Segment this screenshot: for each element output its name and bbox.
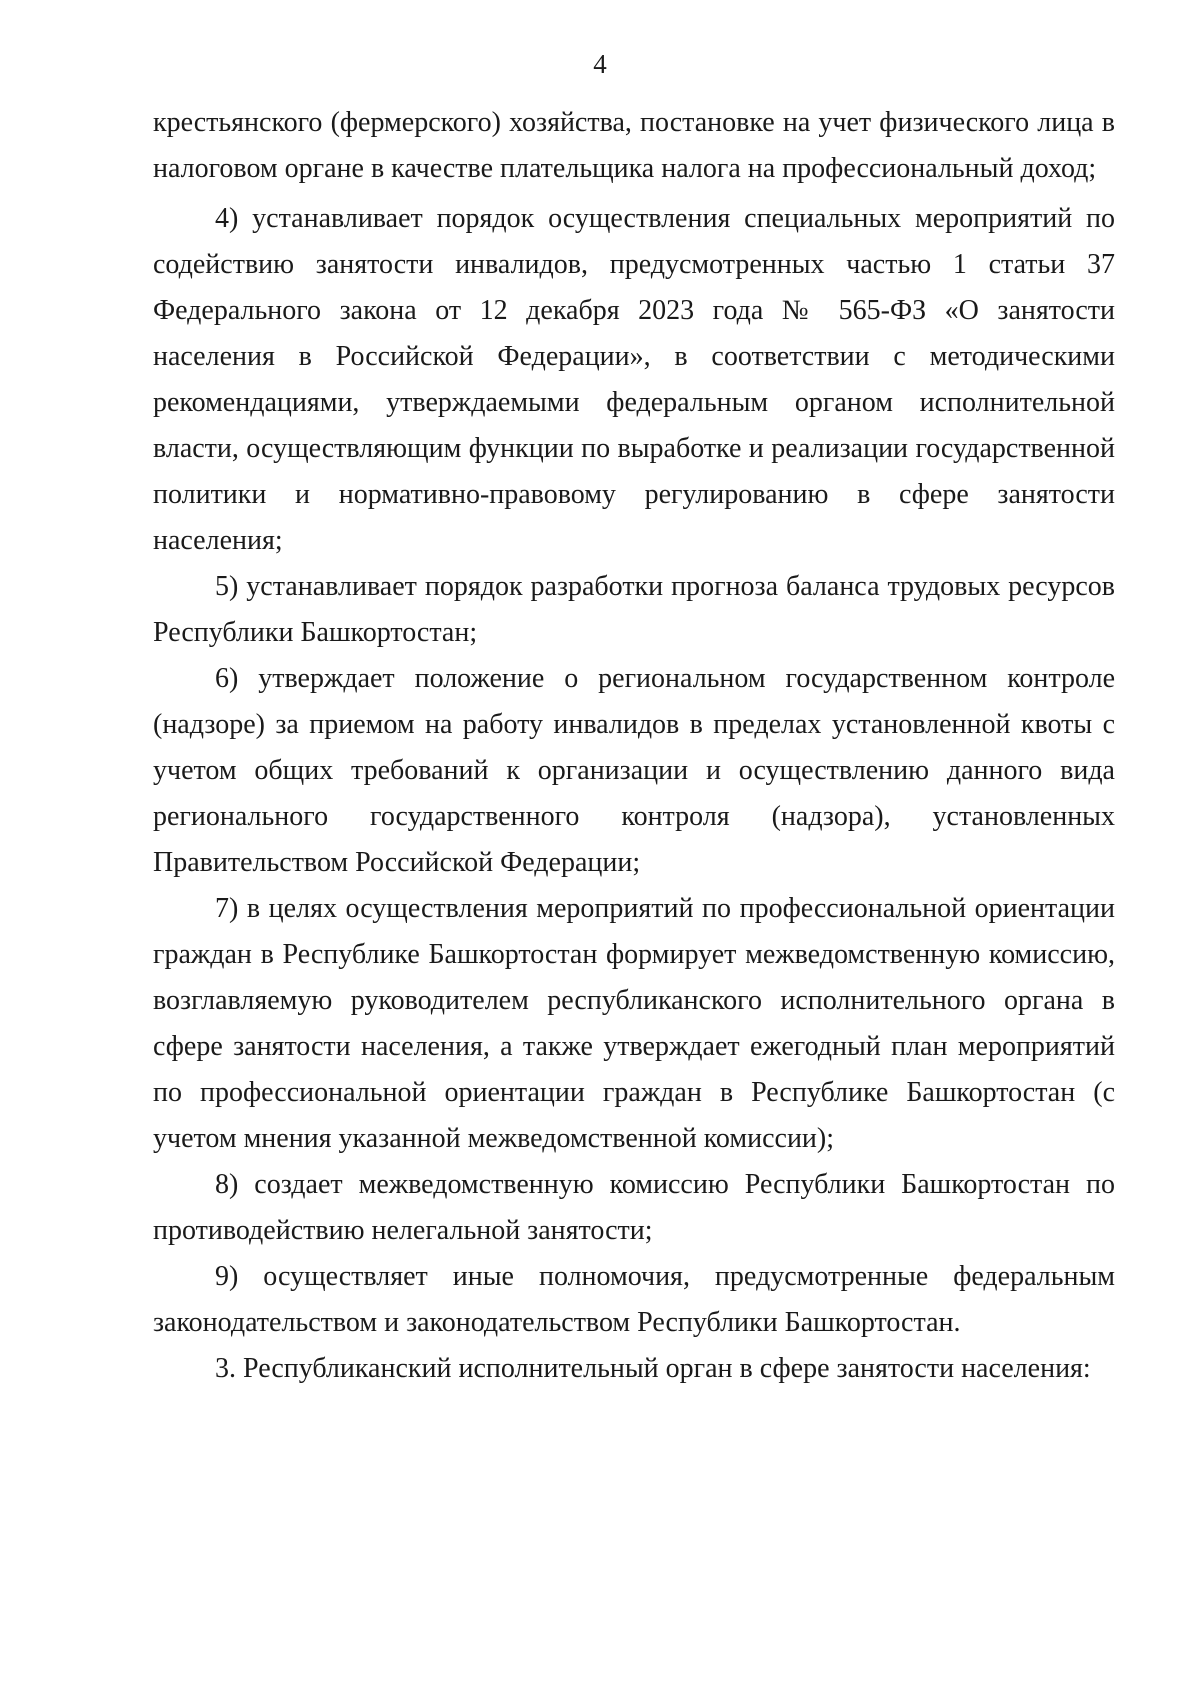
paragraph-continuation: крестьянского (фермерского) хозяйства, постановке на учет физического лица в налоговом органе в качестве плательщика налога на профессиональный доход;: [153, 107, 1115, 184]
paragraph-item-8: 8) создает межведомственную комиссию Республики Башкортостан по противодействию нелегальной занятости;: [153, 1169, 1115, 1246]
paragraph-item-4: 4) устанавливает порядок осуществления специальных мероприятий по содействию занятости инвалидов, предусмотренных частью 1 статьи 37 Федерального закона от 12 декабря 2023 года № 565-ФЗ «О занятости населения в Российской Федерации», в соответствии с методическими рекомендациями, утверждаемыми федеральным органом исполнительной власти, осуществляющим функции по выработке и реализации государственной политики и нормативно-правовому регулированию в сфере занятости населения;: [153, 203, 1115, 556]
paragraph-item-5: 5) устанавливает порядок разработки прогноза баланса трудовых ресурсов Республики Башкортостан;: [153, 571, 1115, 648]
paragraph-item-9: 9) осуществляет иные полномочия, предусмотренные федеральным законодательством и законодательством Республики Башкортостан.: [153, 1261, 1115, 1338]
paragraph-item-6: 6) утверждает положение о региональном государственном контроле (надзоре) за приемом на работу инвалидов в пределах установленной квоты с учетом общих требований к организации и осуществлению данного вида регионального государственного контроля (надзора), установленных Правительством Российской Федерации;: [153, 663, 1115, 878]
document-body: [153, 100, 1115, 1392]
page-number: 4: [593, 49, 607, 79]
paragraph-section-3: 3. Республиканский исполнительный орган в сфере занятости населения:: [215, 1353, 1091, 1384]
paragraph-item-7: 7) в целях осуществления мероприятий по профессиональной ориентации граждан в Республике Башкортостан формирует межведомственную комиссию, возглавляемую руководителем республиканского исполнительного органа в сфере занятости населения, а также утверждает ежегодный план мероприятий по профессиональной ориентации граждан в Республике Башкортостан (с учетом мнения указанной межведомственной комиссии);: [153, 893, 1115, 1154]
